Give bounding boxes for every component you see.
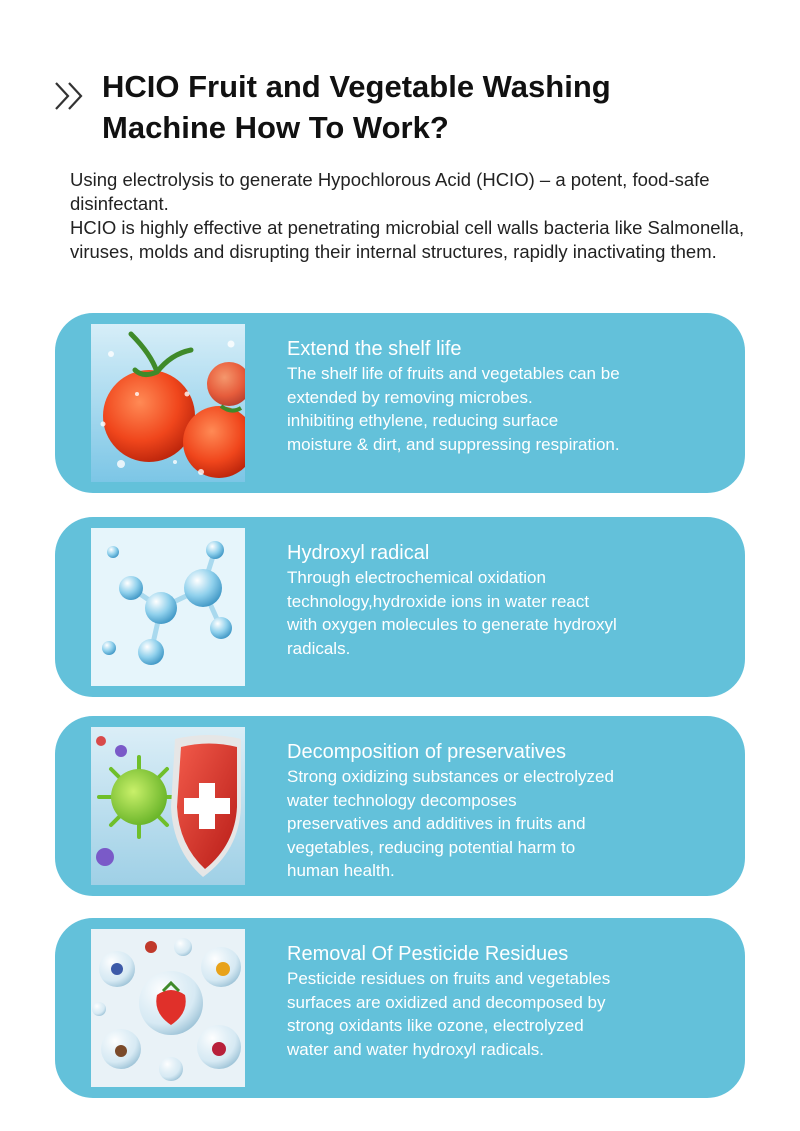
feature-card-pesticide-residues xyxy=(55,918,745,1098)
intro-text xyxy=(70,168,760,264)
double-chevron-right-icon xyxy=(52,79,90,113)
tomatoes-in-water-photo xyxy=(91,324,245,482)
intro-paragraph-2: HCIO is highly effective at penetrating microbial cell walls bacteria like Salmonella, viruses, molds and disrupting their internal structures, rapidly inactivating them. xyxy=(70,217,745,262)
feature-heading: Hydroxyl radical xyxy=(287,542,430,564)
feature-text xyxy=(287,337,727,456)
feature-body: Pesticide residues on fruits and vegetables surfaces are oxidized and decomposed by strong oxidants like ozone, electrolyzed water and water hydroxyl radicals. xyxy=(287,969,611,1059)
feature-body: The shelf life of fruits and vegetables can be extended by removing microbes. inhibiting ethylene, reducing surface moisture & dirt, and suppressing respiration. xyxy=(287,364,620,454)
feature-text xyxy=(287,740,727,883)
feature-card-preservatives xyxy=(55,716,745,896)
feature-heading: Decomposition of preservatives xyxy=(287,741,567,763)
feature-body: Through electrochemical oxidation technology,hydroxide ions in water react with oxygen molecules to generate hydroxyl radicals. xyxy=(287,568,617,658)
feature-heading: Removal Of Pesticide Residues xyxy=(287,943,569,965)
feature-text xyxy=(287,942,727,1061)
feature-card-hydroxyl-radical xyxy=(55,517,745,697)
page-title: HCIO Fruit and Vegetable Washing Machine How To Work? xyxy=(102,69,611,145)
feature-body: Strong oxidizing substances or electrolyzed water technology decomposes preservatives and additives in fruits and vegetables, reducing potential harm to human health. xyxy=(287,767,614,880)
virus-and-shield-photo xyxy=(91,727,245,885)
intro-paragraph-1: Using electrolysis to generate Hypochlorous Acid (HCIO) – a potent, food-safe disinfectant. xyxy=(70,169,710,214)
feature-heading: Extend the shelf life xyxy=(287,338,462,360)
produce-in-bubbles-photo xyxy=(91,929,245,1087)
feature-text xyxy=(287,541,727,660)
hydroxyl-molecules-photo xyxy=(91,528,245,686)
feature-card-shelf-life xyxy=(55,313,745,493)
